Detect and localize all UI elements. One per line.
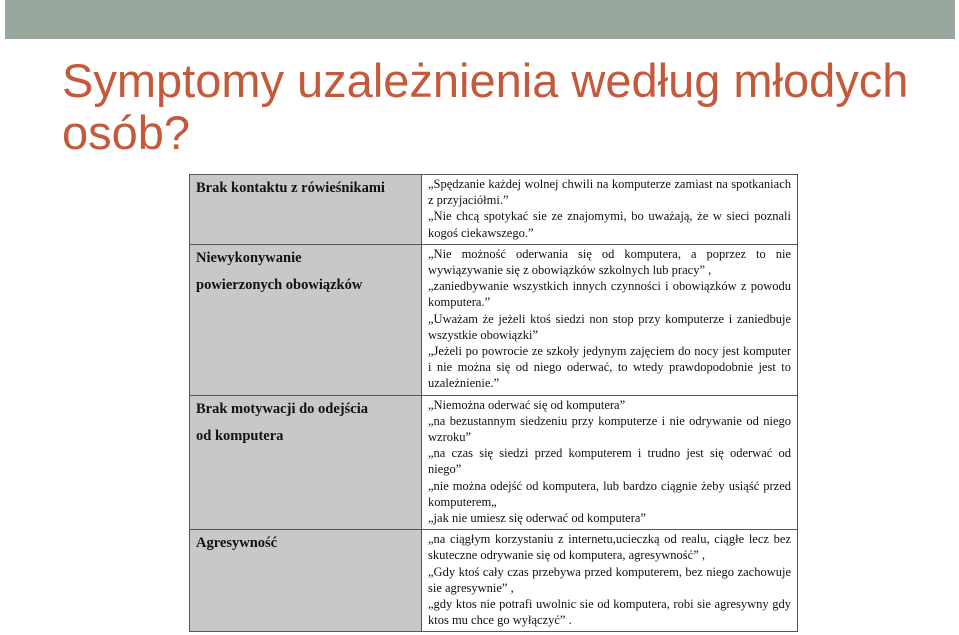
quote-text: „Jeżeli po powrocie ze szkoły jedynym zajęciem do nocy jest komputer i nie można się od niego oderwać, to wtedy prawdopodobnie jest to uzależnienie.”	[428, 344, 791, 391]
category-label: Agresywność	[196, 535, 278, 552]
quote-text: „nie można odejść od komputera, lub bardzo ciągnie żeby usiąść przed komputerem„	[428, 478, 791, 509]
quote-text: „Uważam że jeżeli ktoś siedzi non stop przy komputerze i zaniedbuje wszystkie obowiązki”	[428, 311, 791, 342]
symptoms-table	[189, 174, 798, 632]
category-cell	[190, 175, 422, 245]
table-row	[190, 244, 798, 395]
category-label: od komputera	[196, 427, 284, 444]
quotes-cell	[422, 244, 798, 395]
category-label: Niewykonywanie	[196, 249, 302, 266]
quote-text: „Nie możność oderwania się od komputera, a poprzez to nie wywiązywanie się z obowiązków szkolnych lub pracy” ,	[428, 246, 791, 278]
category-cell	[190, 395, 422, 530]
quote-text: „jak nie umiesz się oderwać od komputera”	[428, 511, 646, 526]
quote-text: „gdy ktos nie potrafi uwolnic sie od komputera, robi sie agresywny gdy ktos mu chce go wyłączyć” .	[428, 597, 791, 628]
quote-text: „zaniedbywanie wszystkich innych czynności i obowiązków z powodu komputera.”	[428, 279, 791, 310]
category-label: Brak motywacji do odejścia	[196, 400, 368, 417]
quote-text: „na czas się siedzi przed komputerem i trudno jest się oderwać od niego”	[428, 446, 791, 477]
table-row	[190, 175, 798, 245]
category-label: Brak kontaktu z rówieśnikami	[196, 180, 385, 196]
top-banner	[5, 0, 955, 39]
category-cell	[190, 530, 422, 632]
quotes-cell	[422, 395, 798, 530]
category-cell	[190, 244, 422, 395]
quote-text: „Spędzanie każdej wolnej chwili na komputerze zamiast na spotkaniach z przyjaciółmi.”	[428, 177, 791, 208]
table-row	[190, 395, 798, 530]
quotes-cell	[422, 175, 798, 245]
quote-text: „Niemożna oderwać się od komputera”	[428, 397, 626, 412]
quote-text: „Nie chcą spotykać sie ze znajomymi, bo uważają, że w sieci poznali kogoś ciekawszego.”	[428, 209, 791, 240]
category-label: powierzonych obowiązków	[196, 276, 363, 293]
quote-text: „Gdy ktoś cały czas przebywa przed komputerem, bez niego zachowuje sie agresywnie” ,	[428, 564, 791, 595]
quote-text: „na ciągłym korzystaniu z internetu,ucieczką od realu, ciągłe lecz bez skuteczne odrywanie się od komputera, agresywność” ,	[428, 532, 791, 563]
quotes-cell	[422, 530, 798, 632]
symptoms-table-container	[189, 174, 798, 635]
quote-text: „na bezustannym siedzeniu przy komputerze i nie odrywanie od niego wzroku”	[428, 413, 791, 445]
table-row	[190, 530, 798, 632]
slide-title: Symptomy uzależnienia według młodych osób?	[62, 54, 909, 159]
